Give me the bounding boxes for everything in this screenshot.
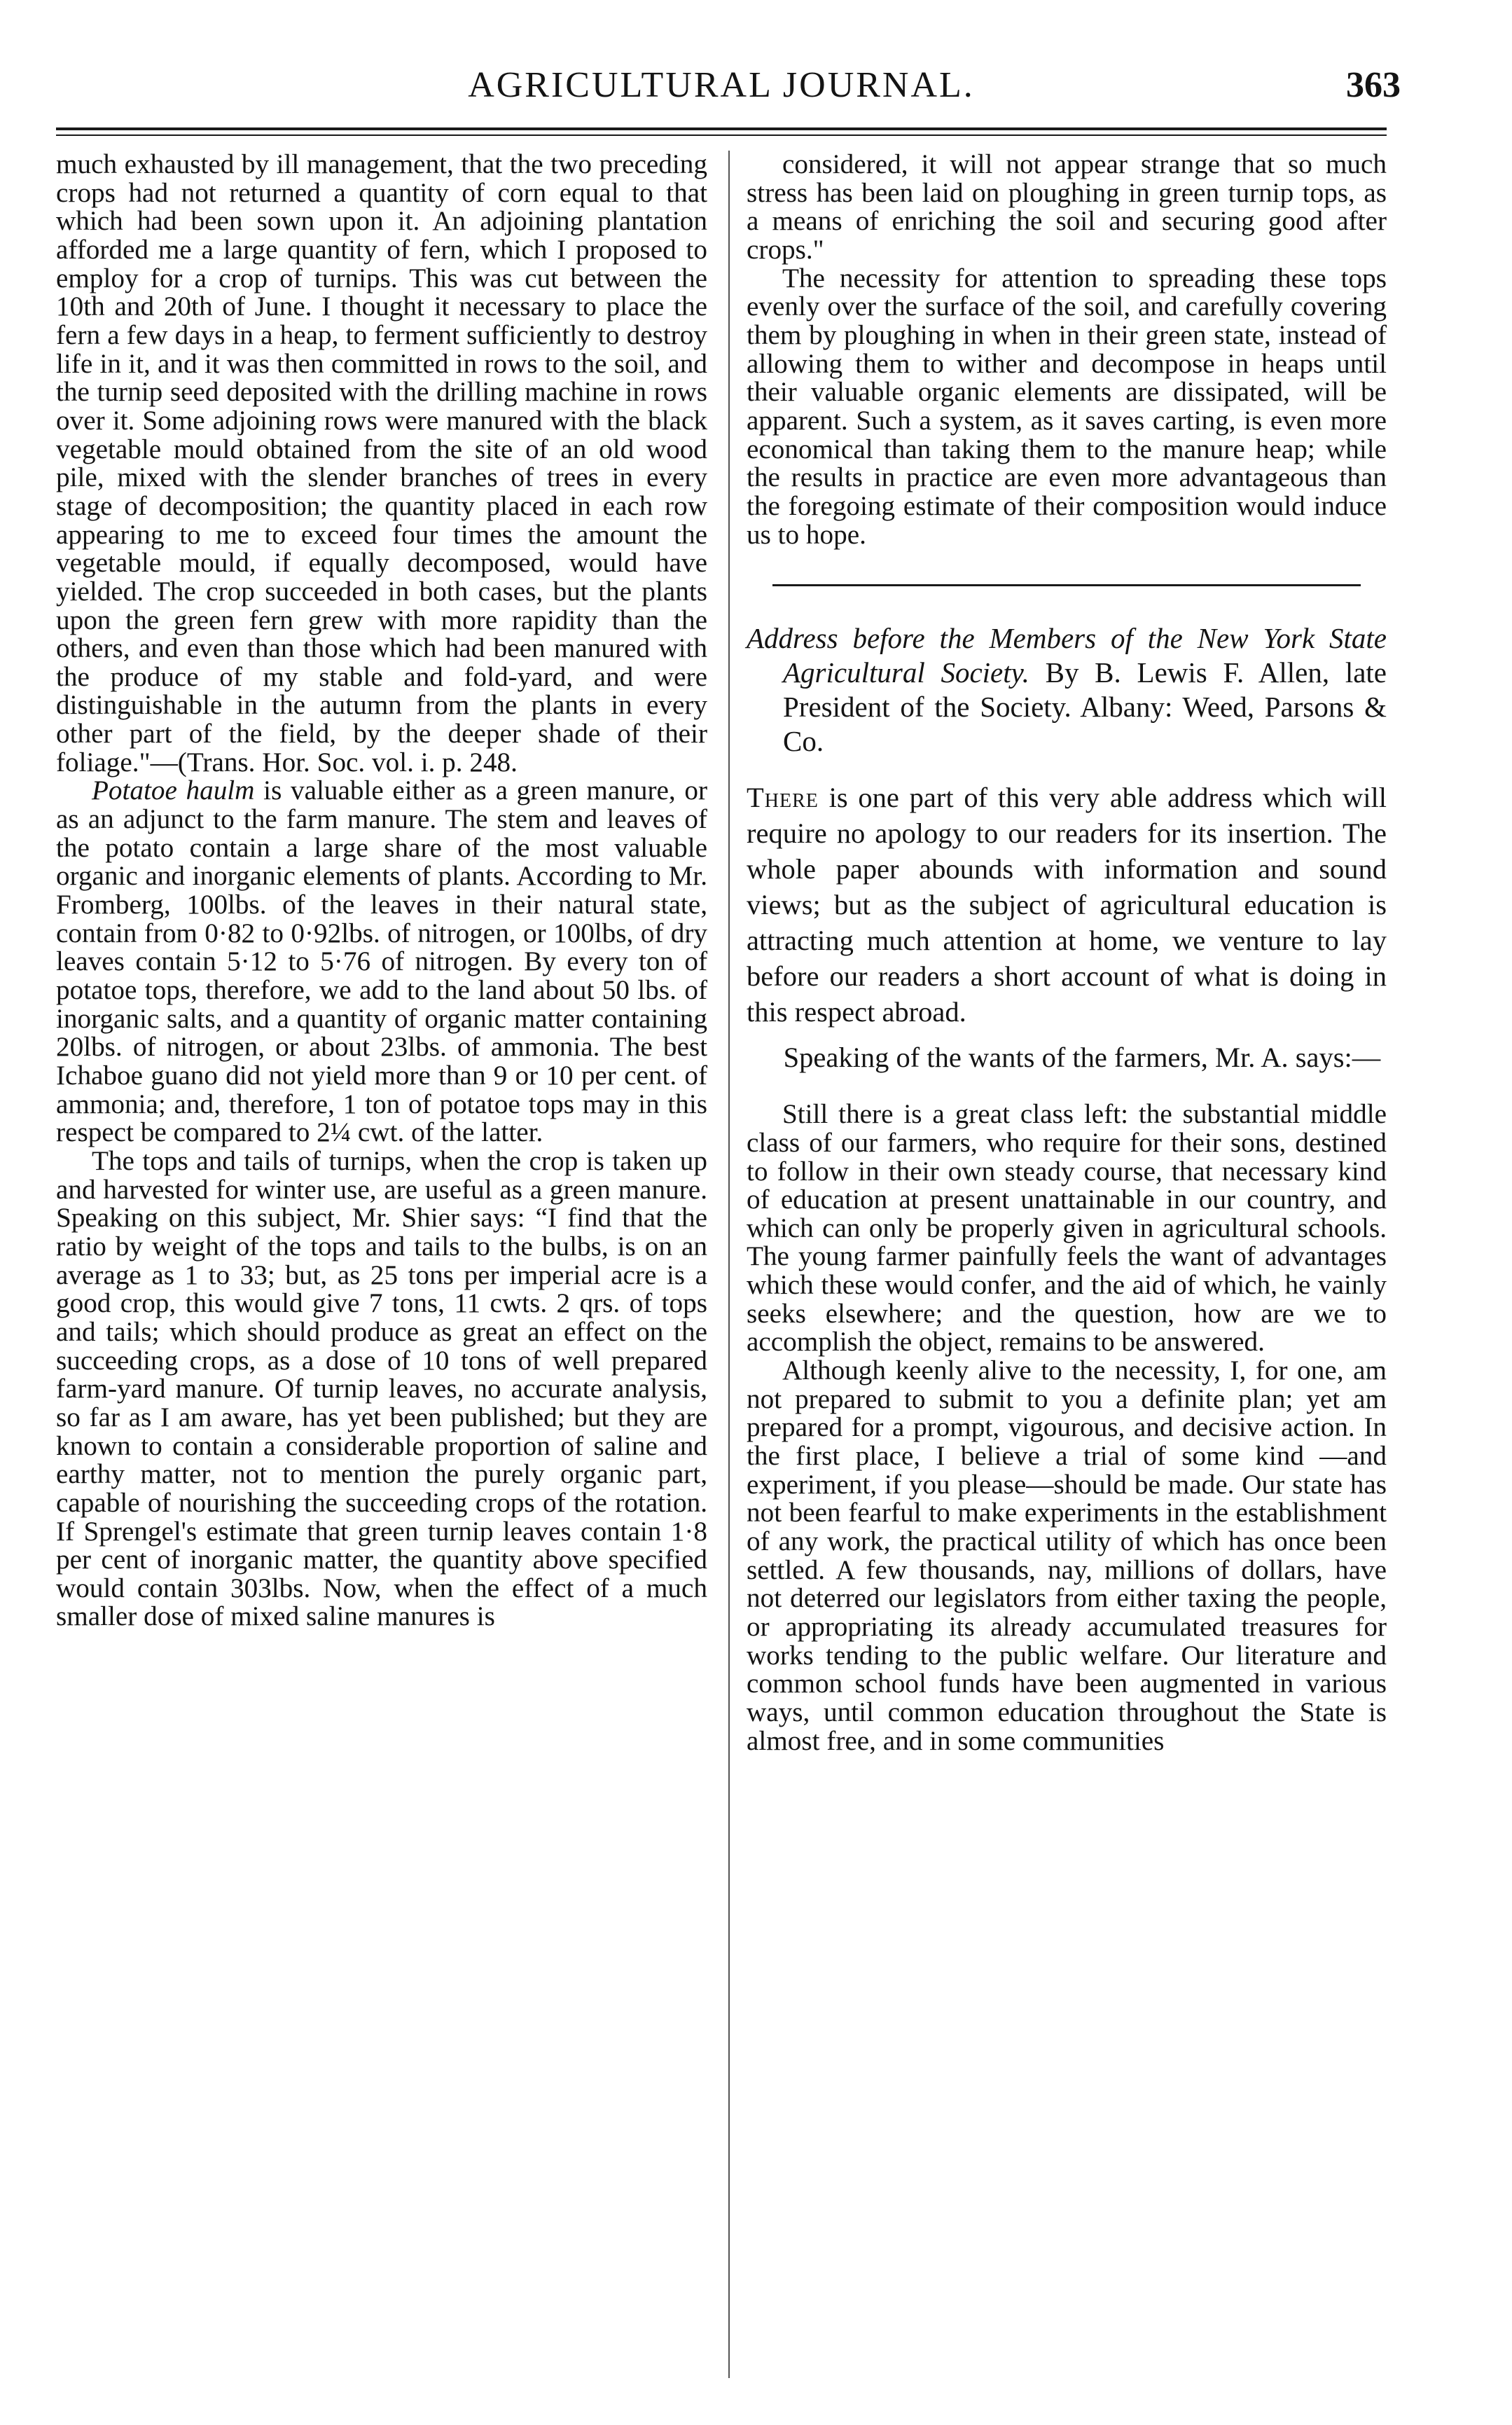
header-rule-thick bbox=[56, 127, 1387, 130]
paragraph-spreading-tops: The necessity for attention to spreading these tops evenly over the surface of the soil, and carefully covering them by ploughing in when in their green state, instead of allowing them to wither and decompose in heaps until their valuable organic elements are dissipated, will be apparent. Such a system, as it saves carting, is even more economical than taking them to the manure heap; while the results in practice are even more advantageous than the foregoing estimate of their composition would induce us to hope. bbox=[747, 263, 1387, 550]
paragraph-lead-phrase: Potatoe haulm bbox=[91, 775, 255, 806]
paragraph-continued: considered, it will not appear strange that so much stress has been laid on ploughing in green turnip tops, as a means of enriching the soil and securing good after crops." bbox=[747, 149, 1387, 265]
review-title: Address before the Members of the New York State Agricultural Society. bbox=[747, 622, 1387, 689]
column-divider bbox=[728, 151, 730, 2378]
paragraph-text: is one part of this very able address which will require no apology to our readers for its insertion. The whole paper abounds with information and sound views; but as the subject of agricultural education is attracting much attention at home, we venture to lay before our readers a short account of what is doing in this respect abroad. bbox=[747, 782, 1387, 1028]
left-column bbox=[56, 151, 707, 1631]
review-heading bbox=[747, 621, 1387, 759]
right-column bbox=[747, 151, 1387, 1755]
paragraph-speaking-of: Speaking of the wants of the farmers, Mr. A. says:— bbox=[783, 1042, 1381, 1074]
paragraph-quote-necessity: Although keenly alive to the necessity, I, for one, am not prepared to submit to you a definite plan; yet am prepared for a prompt, vigourous, and decisive action. In the first place, I believe a trial of some kind —and experiment, if you please—should be made. Our state has not been fearful to make experiments in the establishment of any work, the practical utility of which has once been settled. A few thousands, nay, millions of dollars, have not deterred our legislators from either taxing the people, or appropriating its already accumulated treasures for works tending to the public welfare. Our literature and common school funds have been augmented in various ways, until common education throughout the State is almost free, and in some communities bbox=[747, 1355, 1387, 1756]
paragraph-potatoe-haulm bbox=[56, 777, 707, 1147]
paragraph-fern-manure: much exhausted by ill management, that the two preceding crops had not returned a quantity of corn equal to that which had been sown upon it. An adjoining plantation afforded me a large quantity of fern, which I proposed to employ for a crop of turnips. This was cut between the 10th and 20th of June. I thought it necessary to place the fern a few days in a heap, to ferment sufficiently to destroy life in it, and it was then committed in rows to the soil, and the turnip seed deposited with the drilling machine in rows over it. Some adjoining rows were manured with the black vegetable mould obtained from the site of an old wood pile, mixed with the slender branches of trees in every stage of decomposition; the quantity placed in each row appearing to me to exceed four times the amount the vegetable mould, if equally decomposed, would have yielded. The crop succeeded in both cases, but the plants upon the green fern grew with more rapidity than the others, and even than those which had been manured with the produce of my stable and fold-yard, and were distinguishable in the autumn from the plants in every other part of the field, by the deeper shade of their foliage."—(Trans. Hor. Soc. vol. i. p. 248. bbox=[56, 149, 707, 778]
drop-word: There bbox=[747, 782, 819, 814]
continued-article bbox=[747, 151, 1387, 549]
page-number: 363 bbox=[1346, 65, 1401, 105]
journal-title: AGRICULTURAL JOURNAL. bbox=[468, 65, 975, 105]
header-rule-thin bbox=[56, 134, 1387, 136]
paragraph-text: is valuable either as a green manure, or as an adjunct to the farm manure. The stem and leaves of the potato contain a large share of the most valuable organic and inorganic elements of plants. According to Mr. Fromberg, 100lbs. of the leaves in their natural state, contain from 0·82 to 0·92lbs. of nitrogen, or 100lbs, of dry leaves contain 5·12 to 5·76 of nitrogen. By every ton of potatoe tops, therefore, we add to the land about 50 lbs. of inorganic salts, and a quantity of organic matter containing 20lbs. of nitrogen, or about 23lbs. of ammonia. The best Ichaboe guano did not yield more than 9 or 10 per cent. of ammonia; and, therefore, 1 ton of potatoe tops may in this respect be compared to 2¼ cwt. of the latter. bbox=[56, 775, 708, 1148]
quoted-address bbox=[747, 1100, 1387, 1755]
running-head bbox=[56, 64, 1401, 113]
paragraph-turnip-tops: The tops and tails of turnips, when the crop is taken up and harvested for winter use, are useful as a green manure. Speaking on this subject, Mr. Shier says: “I find that the ratio by weight of the tops and tails to the bulbs, is on an average as 1 to 33; but, as 25 tons per imperial acre is a good crop, this would give 7 tons, 11 cwts. 2 qrs. of tops and tails; which should produce as great an effect on the succeeding crops, as a dose of 10 tons of well prepared farm-yard manure. Of turnip leaves, no accurate analysis, so far as I am aware, has yet been published; but they are known to contain a considerable proportion of saline and earthy matter, not to mention the purely organic part, capable of nourishing the succeeding crops of the rotation. If Sprengel's estimate that green turnip leaves contain 1·8 per cent of inorganic matter, the quantity above specified would contain 303lbs. Now, when the effect of a much smaller dose of mixed saline manures is bbox=[56, 1145, 707, 1632]
review-body bbox=[747, 780, 1387, 1075]
section-divider-rule bbox=[772, 584, 1361, 586]
review-author: By B. Lewis F. Allen, late President of the Society. Albany: Weed, Parsons & Co. bbox=[783, 656, 1387, 758]
paragraph-review-intro bbox=[747, 780, 1387, 1030]
paragraph-quote-great-class: Still there is a great class left: the substantial middle class of our farmers, who require for their sons, destined to follow in their own steady course, that necessary kind of education at present unattainable in our country, and which can only be properly given in agricultural schools. The young farmer painfully feels the want of advantages which these would confer, and the aid of which, he vainly seeks elsewhere; and the question, how are we to accomplish the object, remains to be answered. bbox=[747, 1099, 1387, 1357]
